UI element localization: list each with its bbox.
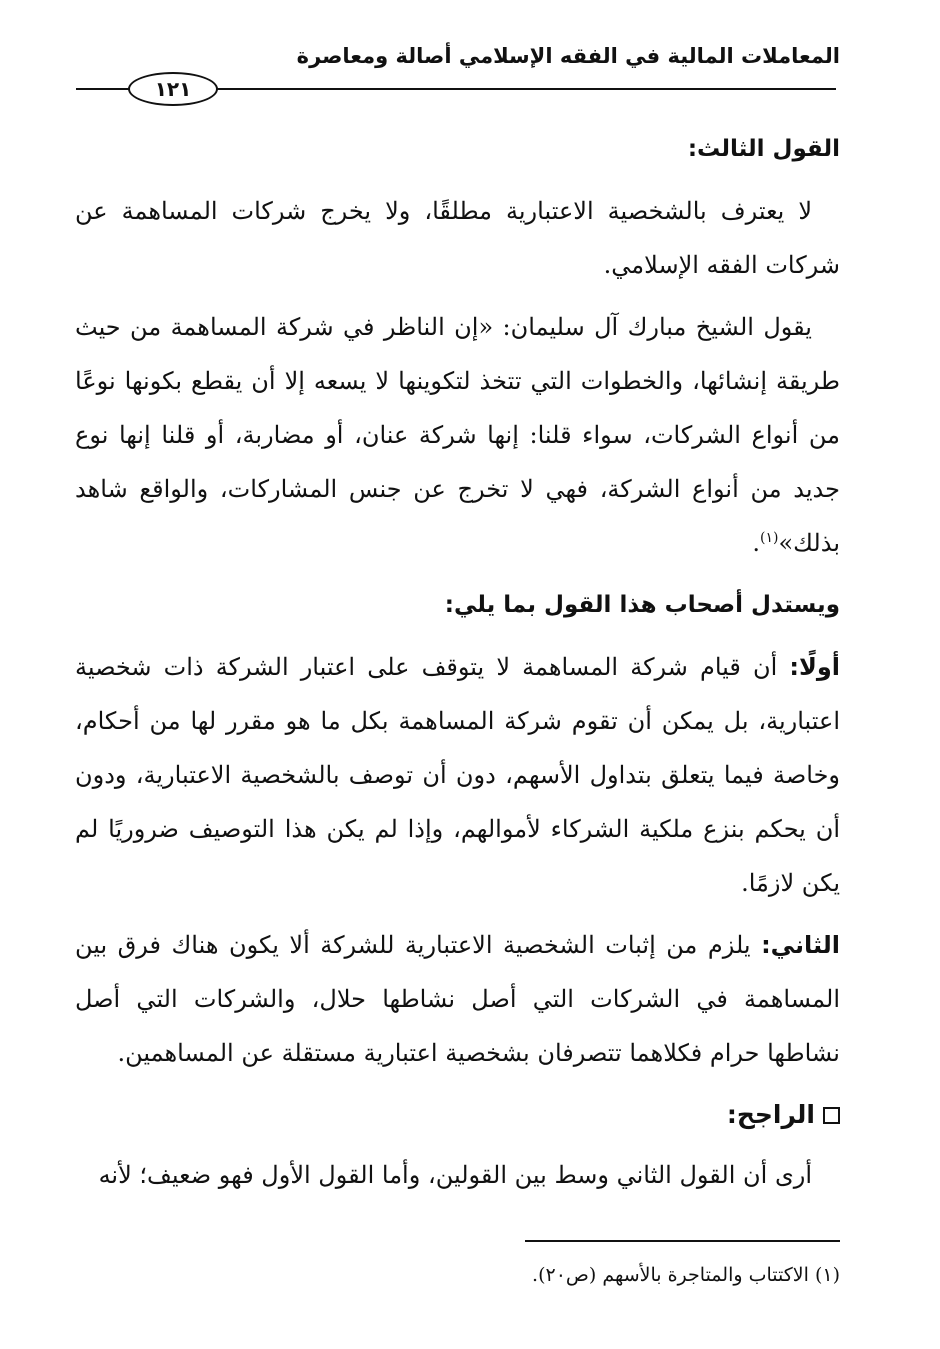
second-evidence-label: الثاني:	[761, 931, 840, 959]
footnote	[80, 1258, 840, 1292]
running-header-title: المعاملات المالية في الفقه الإسلامي أصالة ومعاصرة	[296, 44, 840, 68]
footnote-text: الاكتتاب والمتاجرة بالأسهم (ص٢٠).	[532, 1264, 809, 1286]
square-bullet-icon	[823, 1107, 840, 1124]
body-text	[75, 122, 840, 1210]
first-evidence-label: أولًا:	[789, 653, 840, 681]
preferred-opinion-heading	[75, 1088, 840, 1142]
page-number: ١٢١	[128, 72, 218, 106]
paragraph-preferred-opinion: أرى أن القول الثاني وسط بين القولين، وأما القول الأول فهو ضعيف؛ لأنه	[98, 1161, 812, 1189]
footnote-reference: (١)	[760, 530, 779, 546]
footnote-separator	[525, 1240, 840, 1242]
paragraph-second-evidence	[75, 918, 840, 1080]
paragraph-first-evidence	[75, 640, 840, 910]
quote-text: يقول الشيخ مبارك آل سليمان: «إن الناظر في شركة المساهمة من حيث طريقة إنشائها، والخطوات التي تتخذ لتكوينها لا يسعه إلا أن يقطع بكونها نوعًا من أنواع الشركات، سواء قلنا: إنها شركة عنان، أو مضاربة، أو قلنا إنها نوع جديد من أنواع الشركة، فهي لا تخرج عن جنس المشاركات، والواقع شاهد بذلك»	[75, 313, 840, 557]
footnote-number: (١)	[814, 1264, 840, 1286]
paragraph-opinion-statement: لا يعترف بالشخصية الاعتبارية مطلقًا، ولا يخرج شركات المساهمة عن شركات الفقه الإسلامي.	[75, 197, 840, 279]
paragraph-quote	[75, 300, 840, 570]
second-evidence-text: يلزم من إثبات الشخصية الاعتبارية للشركة ألا يكون هناك فرق بين المساهمة في الشركات التي أصل نشاطها حلال، والشركات التي أصل نشاطها حرام فكلاهما تتصرفان بشخصية اعتبارية مستقلة عن المساهمين.	[75, 931, 840, 1067]
evidence-heading: ويستدل أصحاب هذا القول بما يلي:	[444, 592, 840, 618]
preferred-opinion-label: الراجح:	[726, 1100, 815, 1129]
first-evidence-text: أن قيام شركة المساهمة لا يتوقف على اعتبار الشركة ذات شخصية اعتبارية، بل يمكن أن تقوم شركة المساهمة بكل ما هو مقرر لها من أحكام، وخاصة فيما يتعلق بتداول الأسهم، دون أن توصف بالشخصية الاعتبارية، ودون أن يحكم بنزع ملكية الشركاء لأموالهم، وإذا لم يكن هذا التوصيف ضروريًا لم يكن لازمًا.	[75, 653, 840, 897]
section-heading-third-opinion: القول الثالث:	[687, 136, 840, 162]
quote-end-punctuation: .	[752, 529, 761, 557]
